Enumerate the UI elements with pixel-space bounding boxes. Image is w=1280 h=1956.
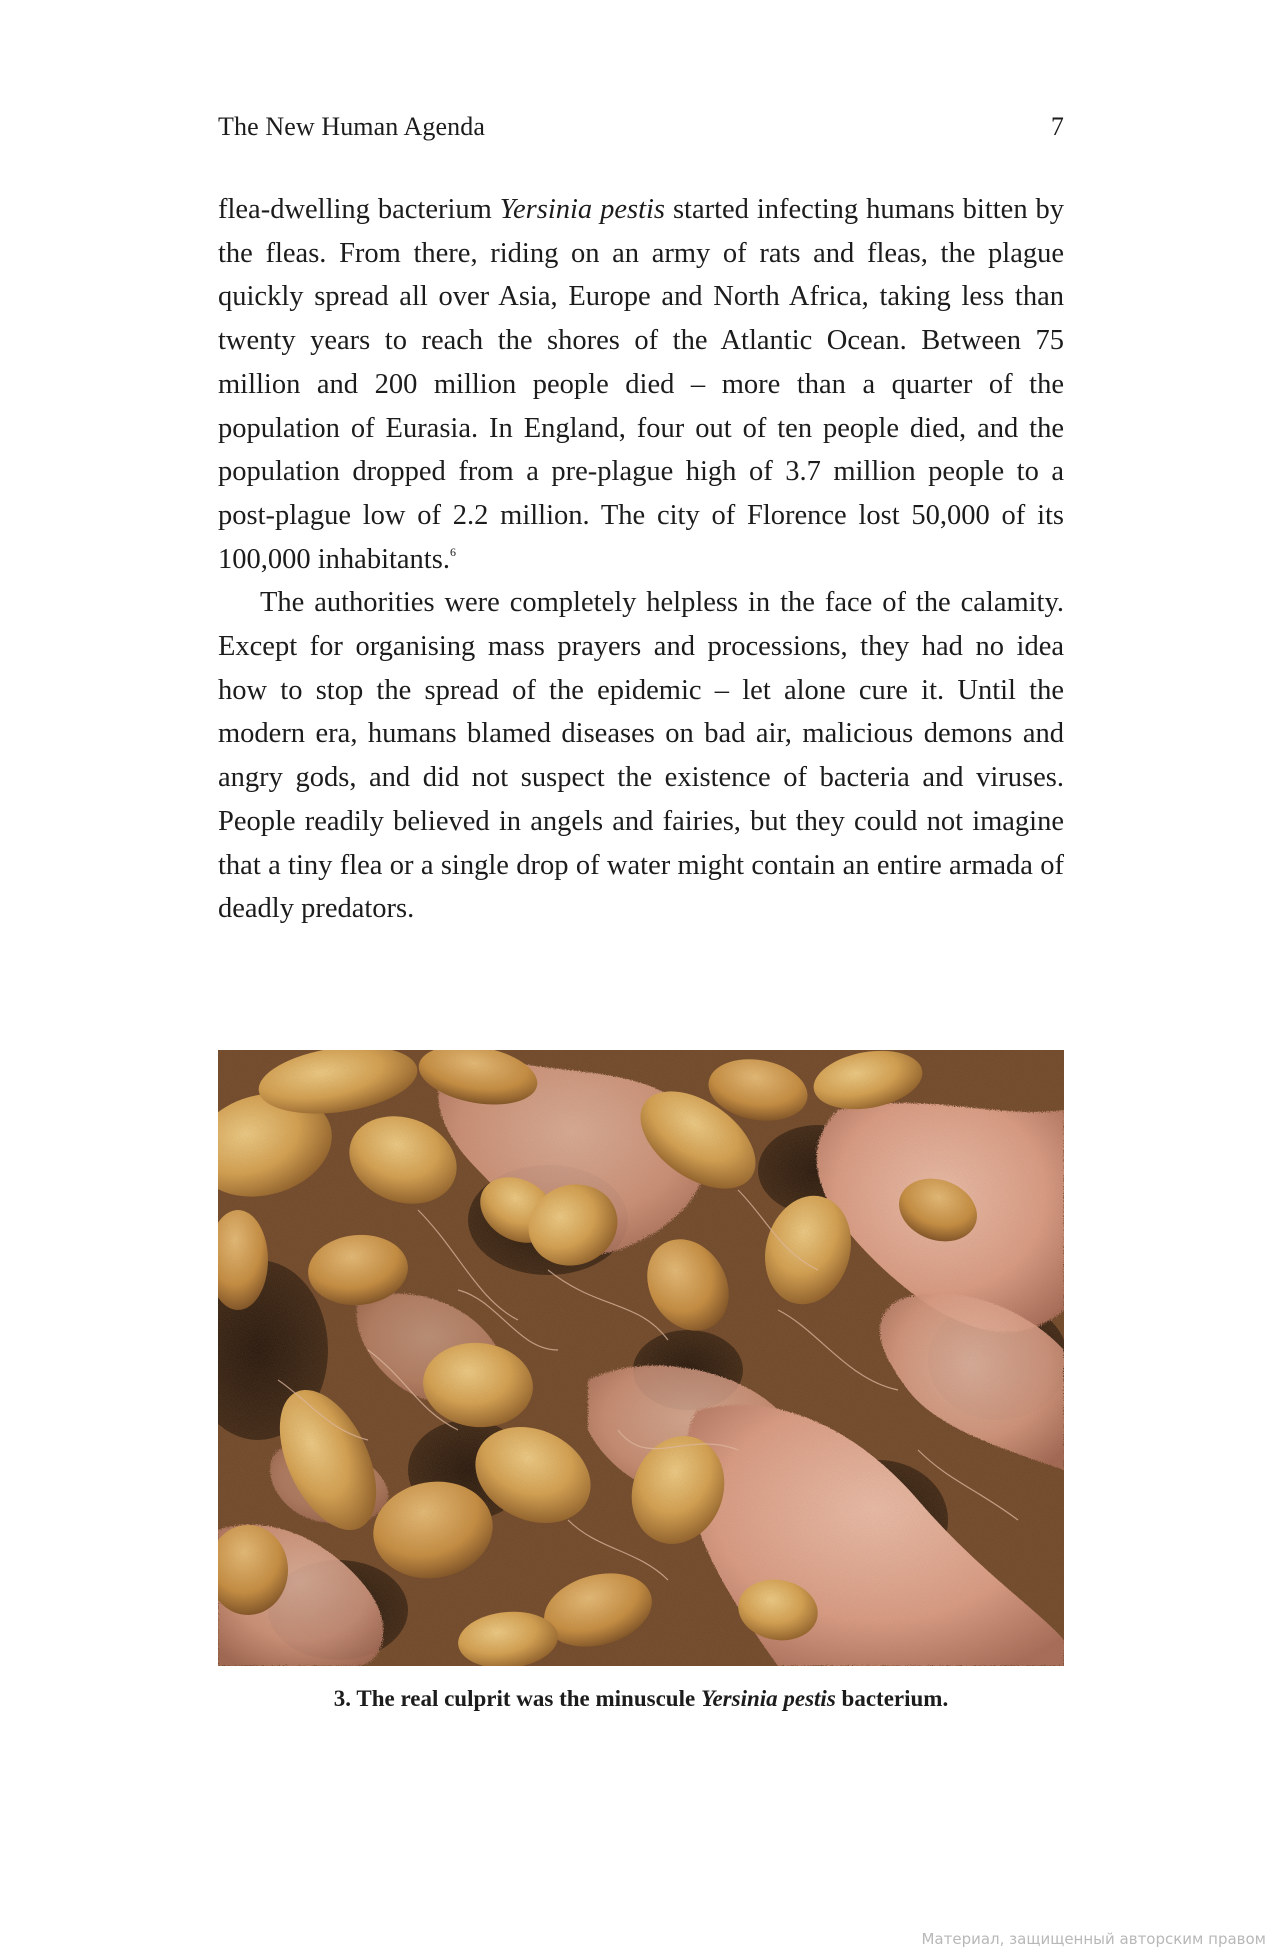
species-name: Yersinia pestis — [499, 194, 666, 225]
paragraph-1-text-b: started infecting humans bitten by the fleas. From there, riding on an army of rats and fleas, the plague quickly spread all over Asia, Europe and North Africa, taking less than twenty years to reach the shores of the Atlantic Ocean. Between 75 million and 200 million people died – more than a quarter of the population of Eurasia. In England, four out of ten people died, and the population dropped from a pre-plague high of 3.7 million people to a post-plague low of 2.2 million. The city of Florence lost 50,000 of its 100,000 inhabitants. — [218, 194, 1064, 575]
caption-text-a: 3. The real culprit was the minuscule — [333, 1686, 701, 1711]
figure-caption — [218, 1686, 1064, 1712]
running-head — [218, 112, 1064, 152]
copyright-watermark: Материал, защищенный авторским правом — [921, 1930, 1266, 1948]
caption-text-b: bacterium. — [835, 1686, 949, 1711]
bacteria-micrograph — [218, 1050, 1064, 1666]
footnote-marker[interactable]: 6 — [449, 544, 456, 559]
body-text — [218, 188, 1064, 931]
micrograph-illustration — [218, 1050, 1064, 1666]
caption-species-name: Yersinia pestis — [700, 1686, 836, 1711]
paragraph-2: The authorities were completely helpless in the face of the calamity. Except for organising mass prayers and processions, they had no idea how to stop the spread of the epidemic – let alone cure it. Until the modern era, humans blamed diseases on bad air, malicious demons and angry gods, and did not suspect the existence of bacteria and viruses. People readily believed in angels and fairies, but they could not imagine that a tiny flea or a single drop of water might contain an entire armada of deadly predators. — [218, 587, 1064, 925]
running-head-title: The New Human Agenda — [218, 112, 485, 141]
paragraph-1 — [218, 188, 1064, 581]
texture-overlay — [218, 1050, 1064, 1666]
page-number: 7 — [1050, 112, 1064, 141]
paragraph-1-text-a: flea-dwelling bacterium — [218, 194, 500, 225]
